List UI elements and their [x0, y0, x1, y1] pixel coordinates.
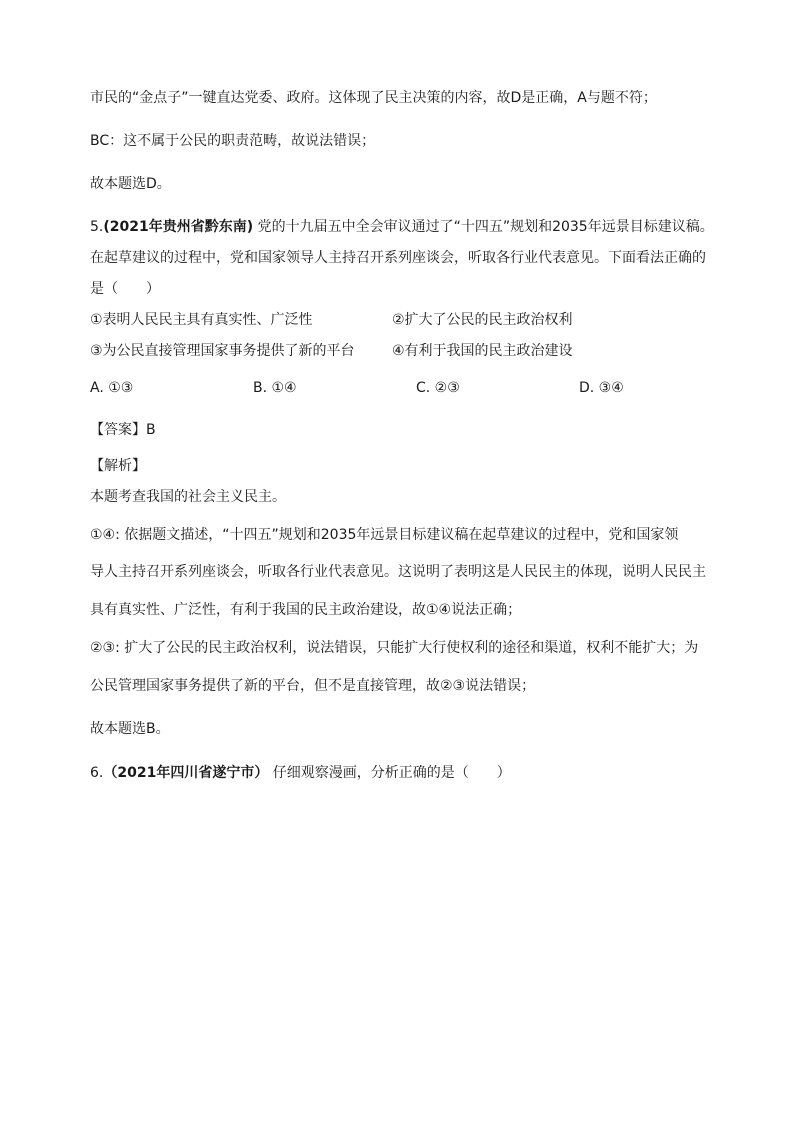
- question-5-stem-text: 党的十九届五中全会审议通过了“十四五”规划和2035年远景目标建议稿。: [257, 219, 714, 235]
- analysis-line-4: 具有真实性、广泛性，有利于我国的民主政治建设，故①④说法正确；: [90, 602, 522, 618]
- statement-2: ②扩大了公民的民主政治权利: [392, 312, 573, 328]
- question-5-stem-line-1: [90, 217, 720, 237]
- answer-value: B: [146, 422, 156, 438]
- analysis-line-6: 公民管理国家事务提供了新的平台，但不是直接管理，故②③说法错误；: [90, 678, 536, 694]
- question-6-source: （2021年四川省遂宁市）: [103, 765, 269, 781]
- analysis-line-1: 本题考查我国的社会主义民主。: [90, 489, 286, 505]
- question-5-stem-line-3: 是（ ）: [90, 281, 160, 297]
- question-5-number: 5.: [90, 219, 104, 235]
- analysis-label: 【解析】: [90, 458, 146, 474]
- prev-explanation-line-2: BC：这不属于公民的职责范畴，故说法错误；: [90, 133, 376, 149]
- question-5-source: (2021年贵州省黔东南): [103, 219, 254, 235]
- question-5-stem-line-2: 在起草建议的过程中，党和国家领导人主持召开系列座谈会，听取各行业代表意见。下面看法正确的: [90, 250, 706, 266]
- statement-1: ①表明人民民主具有真实性、广泛性: [90, 312, 313, 328]
- choice-a: A. ①③: [90, 380, 134, 396]
- analysis-conclusion: 故本题选B。: [90, 721, 170, 737]
- prev-explanation-line-1: 市民的“金点子”一键直达党委、政府。这体现了民主决策的内容，故D是正确，A与题不符；: [90, 90, 657, 106]
- choice-d: D. ③④: [579, 380, 624, 396]
- analysis-line-2: ①④: 依据题文描述，“十四五”规划和2035年远景目标建议稿在起草建议的过程中，党和国家领: [90, 527, 679, 543]
- statement-3: ③为公民直接管理国家事务提供了新的平台: [90, 343, 355, 359]
- analysis-line-5: ②③: 扩大了公民的民主政治权利，说法错误，只能扩大行使权利的途径和渠道，权利不能扩大；为: [90, 640, 699, 656]
- question-6-number: 6.: [90, 765, 104, 781]
- answer-line: [90, 420, 720, 440]
- question-6-stem-text: 仔细观察漫画，分析正确的是（ ）: [272, 765, 511, 781]
- answer-label: 【答案】: [90, 422, 146, 438]
- choice-c: C. ②③: [416, 380, 460, 396]
- statement-4: ④有利于我国的民主政治建设: [392, 343, 573, 359]
- prev-conclusion: 故本题选D。: [90, 176, 171, 192]
- question-6-stem: [90, 763, 720, 783]
- choice-b: B. ①④: [253, 380, 297, 396]
- analysis-line-3: 导人主持召开系列座谈会，听取各行业代表意见。这说明了表明这是人民民主的体现，说明人民民主: [90, 564, 706, 580]
